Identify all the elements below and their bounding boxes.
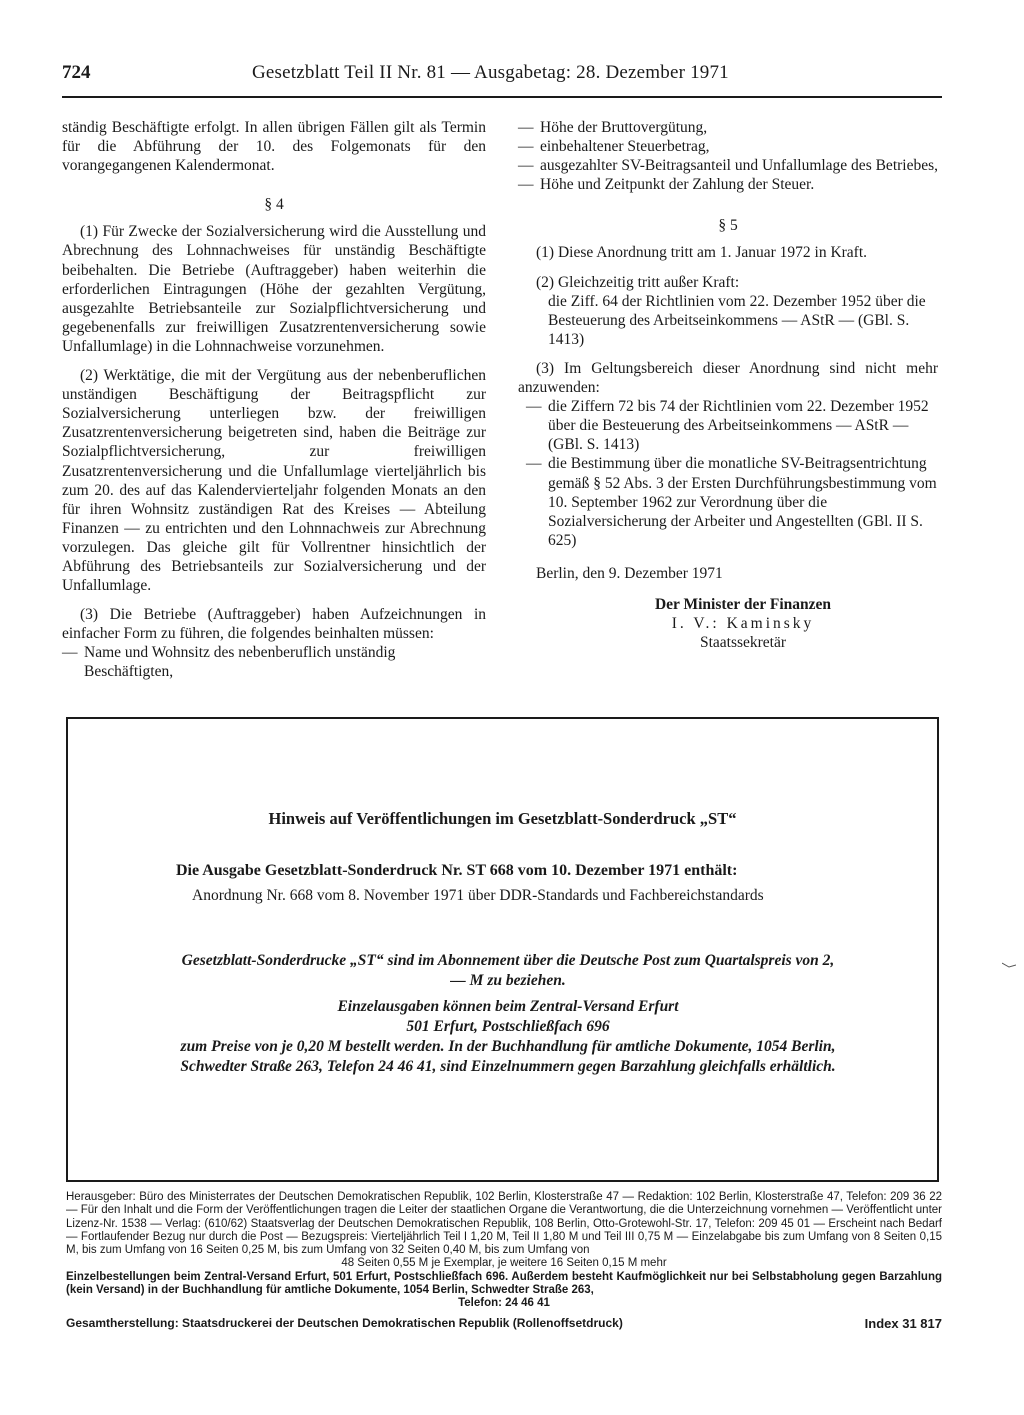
notice-title: Hinweis auf Veröffentlichungen im Gesetzblatt-Sonderdruck „ST“ <box>268 809 737 828</box>
list-item <box>518 137 938 156</box>
list-item <box>518 156 938 175</box>
list-item-text: Höhe der Bruttovergütung, <box>540 119 708 136</box>
section-4-paragraph-2: (2) Werktätige, die mit der Vergütung aus der nebenberuflichen unständigen Beschäftigung der Beitragspflicht zur Sozialversicherung unterliegen bzw. der freiwilligen Zusatzrentenversicherung beigetreten sind, haben die Beiträge zur Sozialpflichtversicherung, zur freiwilligen Zusatzrentenversicherung und die Unfallumlage vierteljährlich bis zum 20. des auf das Kalendervierteljahr folgenden Monats an den für ihren Wohnsitz zuständigen Rat des Kreises — Abteilung Finanzen — zu entrichten und den Lohnnachweis zur Abrechnung vorzulegen. Das gleiche gilt für Vollrentner hinsichtlich der Abführung des Betriebsanteils zur Sozialversicherung und der Unfallumlage. <box>62 367 486 595</box>
section-4-heading: § 4 <box>264 196 284 214</box>
notice-box <box>66 717 939 1182</box>
list-item <box>518 397 938 454</box>
single-issues-line-3: zum Preise von je 0,20 M bestellt werden. In der Buchhandlung für amtliche Dokumente, 1054 Berlin, Schwedter Straße 263, Telefon 24 46 41, sind Einzelnummern gegen Barzahlung gleichfalls erhältlich. <box>180 1038 836 1075</box>
left-column <box>62 118 486 682</box>
intro-paragraph: ständig Beschäftigte erfolgt. In allen übrigen Fällen gilt als Termin für die Abführung der 10. des Folgemonats für den vorangegangenen Kalendermonat. <box>62 119 486 175</box>
dash-bullet: — <box>518 176 534 194</box>
list-item <box>518 118 938 137</box>
single-issues-note <box>178 997 838 1077</box>
dash-bullet: — <box>526 455 542 473</box>
orders-text-end: Telefon: 24 46 41 <box>458 1297 550 1310</box>
signatory-title: Staatssekretär <box>699 634 787 652</box>
index-number: Index 31 817 <box>864 1316 942 1331</box>
list-item-text: ausgezahlter SV-Beitragsanteil und Unfallumlage des Betriebes, <box>540 157 939 175</box>
page-header <box>62 62 942 98</box>
imprint <box>66 1191 942 1311</box>
page-footer <box>66 1316 942 1334</box>
list-item-text: Höhe und Zeitpunkt der Zahlung der Steuer. <box>540 176 815 194</box>
place-date: Berlin, den 9. Dezember 1971 <box>536 564 723 582</box>
dash-bullet: — <box>518 157 534 175</box>
section-5-paragraph-2: (2) Gleichzeitig tritt außer Kraft: <box>536 273 740 291</box>
edition-content: Anordnung Nr. 668 vom 8. November 1971 über DDR-Standards und Fachbereichstandards <box>192 887 764 904</box>
right-column <box>518 118 938 652</box>
dash-bullet: — <box>518 138 534 156</box>
section-5-paragraph-3: (3) Im Geltungsbereich dieser Anordnung sind nicht mehr anzuwenden: <box>518 359 938 397</box>
production-note: Gesamtherstellung: Staatsdruckerei der Deutschen Demokratischen Republik (Rollenoffsetdruck) <box>66 1316 623 1330</box>
single-issues-line-2: 501 Erfurt, Postschließfach 696 <box>406 1018 610 1035</box>
dash-bullet: — <box>526 398 542 416</box>
edition-line: Die Ausgabe Gesetzblatt-Sonderdruck Nr. ST 668 vom 10. Dezember 1971 enthält: <box>176 862 738 879</box>
imprint-text-end: 48 Seiten 0,55 M je Exemplar, je weitere 16 Seiten 0,15 M mehr <box>341 1257 667 1270</box>
section-5-paragraph-1: (1) Diese Anordnung tritt am 1. Januar 1972 in Kraft. <box>536 244 868 262</box>
imprint-text: Herausgeber: Büro des Ministerrates der Deutschen Demokratischen Republik, 102 Berlin, Klosterstraße 47 — Redaktion: 102 Berlin, Klosterstraße 47, Telefon: 209 36 22 — Für den Inhalt und die Form der Veröffentlichungen tragen die Leiter der staatlichen Organe die Verantwortung, die die Unterzeichnung vornehmen — Veröffentlicht unter Lizenz-Nr. 1538 — Verlag: (610/62) Staatsverlag der Deutschen Demokratischen Republik, 108 Berlin, Otto-Grotewohl-Str. 17, Telefon: 209 45 01 — Erscheint nach Bedarf — Fortlaufender Bezug nur durch die Post — Bezugspreis: Vierteljährlich Teil I 1,20 M, Teil II 1,80 M und Teil III 0,75 M — Einzelabgabe bis zum Umfang von 8 Seiten 0,15 M, bis zum Umfang von 16 Seiten 0,25 M, bis zum Umfang von 32 Seiten 0,40 M, bis zum Umfang von <box>66 1191 942 1257</box>
list-item <box>518 175 938 194</box>
margin-tick-mark <box>1002 962 1016 968</box>
dash-bullet: — <box>518 119 534 136</box>
section-5-heading: § 5 <box>718 217 738 235</box>
subscription-note: Gesetzblatt-Sonderdrucke „ST“ sind im Abonnement über die Deutsche Post zum Quartalspreis von 2,— M zu beziehen. <box>181 952 835 989</box>
signatory-name: I. V.: Kaminsky <box>671 615 815 633</box>
page-number: 724 <box>62 62 91 83</box>
dash-bullet: — <box>62 644 78 662</box>
section-4-paragraph-3: (3) Die Betriebe (Auftraggeber) haben Aufzeichnungen in einfacher Form zu führen, die folgendes beinhalten müssen: <box>62 606 486 643</box>
orders-text: Einzelbestellungen beim Zentral-Versand Erfurt, 501 Erfurt, Postschließfach 696. Außerdem besteht Kaufmöglichkeit nur bei Selbstabholung gegen Barzahlung (kein Versand) in der Buchhandlung für amtliche Dokumente, 1054 Berlin, Schwedter Straße 263, <box>66 1270 942 1297</box>
list-item <box>518 454 938 549</box>
section-4-paragraph-1: (1) Für Zwecke der Sozialversicherung wird die Ausstellung und Abrechnung des Lohnnachweises für unständig Beschäftigte beibehalten. Die Betriebe (Auftraggeber) haben weiterhin die erforderlichen Eintragungen (Höhe der gezahlten Vergütung, ausgezahlte Betriebsanteile zur Sozialpflichtversicherung und gegebenenfalls zur freiwilligen Zusatzrentenversicherung sowie Unfallumlage) in die Lohnnachweise vorzunehmen. <box>62 223 486 355</box>
list-item-text: die Bestimmung über die monatliche SV-Beitragsentrichtung gemäß § 52 Abs. 3 der Ersten Durchführungsbestimmung vom 10. September 1962 zur Verordnung über die Sozialversicherung der Arbeiter und Angestellten (GBl. II S. 625) <box>548 455 937 549</box>
list-item-text: einbehaltener Steuerbetrag, <box>540 138 710 156</box>
section-5-paragraph-2-detail: die Ziff. 64 der Richtlinien vom 22. Dezember 1952 über die Besteuerung des Arbeitseinkommens — AStR — (GBl. S. 1413) <box>548 292 926 348</box>
list-item-text: die Ziffern 72 bis 74 der Richtlinien vom 22. Dezember 1952 über die Besteuerung des Arbeitseinkommens — AStR — (GBl. S. 1413) <box>548 398 929 454</box>
minister-title: Der Minister der Finanzen <box>654 595 832 613</box>
list-item <box>62 643 486 681</box>
signature-block <box>518 595 938 652</box>
list-item-text: Name und Wohnsitz des nebenberuflich unständig Beschäftigten, <box>84 644 396 681</box>
header-title: Gesetzblatt Teil II Nr. 81 — Ausgabetag: 28. Dezember 1971 <box>252 62 729 83</box>
single-issues-line-1: Einzelausgaben können beim Zentral-Versand Erfurt <box>337 998 679 1015</box>
